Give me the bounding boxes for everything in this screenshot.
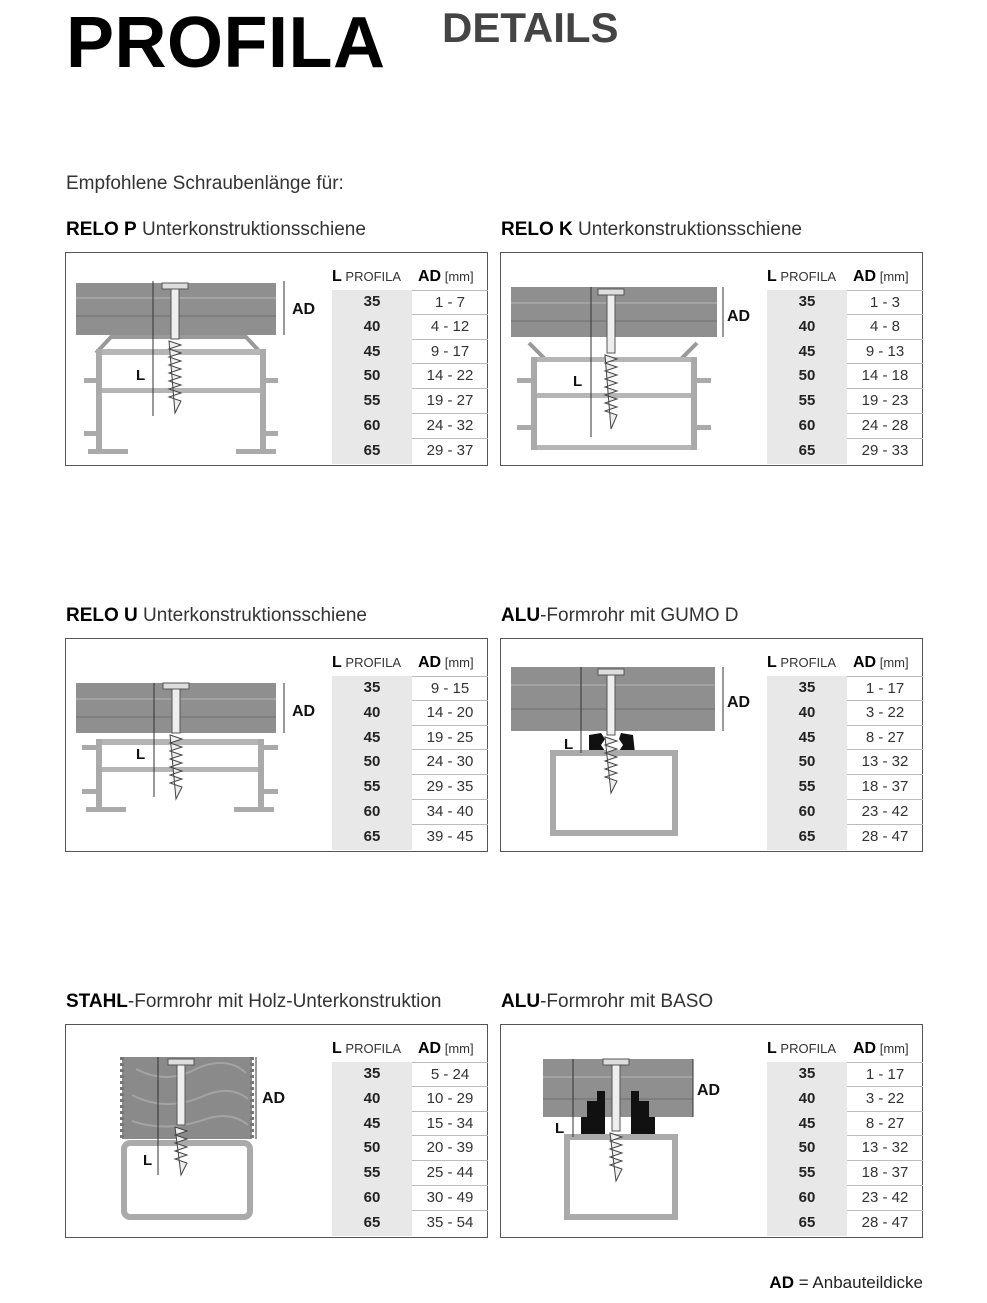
- l-cell: 55: [363, 1164, 381, 1182]
- l-column: [767, 1062, 847, 1236]
- l-cell: 35: [798, 293, 816, 310]
- relo-p-diagram: [66, 253, 366, 465]
- ad-label: AD: [292, 703, 316, 720]
- l-cell: 55: [798, 1164, 816, 1182]
- intro-text: Empfohlene Schraubenlänge für:: [66, 173, 344, 194]
- l-label: L: [143, 1152, 153, 1169]
- ad-cell: 9 - 13: [847, 340, 923, 365]
- l-cell: 65: [798, 441, 816, 459]
- ad-cell: 25 - 44: [412, 1161, 488, 1186]
- ad-cell: 15 - 34: [412, 1112, 488, 1137]
- l-cell: 50: [798, 753, 816, 771]
- footer-legend: AD = Anbauteildicke: [769, 1273, 923, 1292]
- l-cell: 60: [363, 416, 381, 434]
- ad-label: AD: [727, 308, 751, 325]
- l-cell: 65: [363, 827, 381, 845]
- alu-gumo-diagram: [501, 639, 801, 851]
- ad-cell: 39 - 45: [426, 827, 474, 845]
- ad-cell: 13 - 32: [847, 1136, 923, 1161]
- header-l: L PROFILA: [332, 1040, 402, 1057]
- ad-cell: 9 - 17: [412, 340, 488, 365]
- ad-cell: 3 - 22: [847, 701, 923, 726]
- ad-column: [847, 290, 923, 464]
- length-table: [332, 1040, 488, 1236]
- length-table: [767, 1040, 923, 1236]
- l-cell: 40: [363, 703, 381, 721]
- ad-cell: 1 - 17: [847, 676, 923, 701]
- l-label: L: [136, 746, 146, 763]
- ad-cell: 14 - 22: [412, 364, 488, 389]
- l-cell: 40: [798, 317, 816, 335]
- panel-title-relo-u: RELO U Unterkonstruktionsschiene: [66, 605, 367, 626]
- l-cell: 40: [798, 703, 816, 721]
- l-cell: 45: [363, 728, 381, 746]
- panel-title-stahl: STAHL-Formrohr mit Holz-Unterkonstruktion: [66, 991, 442, 1012]
- header-ad: AD [mm]: [853, 1040, 909, 1057]
- ad-cell: 19 - 23: [847, 389, 923, 414]
- l-cell: 50: [363, 753, 381, 771]
- ad-cell: 19 - 25: [412, 726, 488, 751]
- title-sub: DETAILS: [442, 4, 619, 51]
- ad-cell: 14 - 18: [847, 364, 923, 389]
- ad-cell: 9 - 15: [412, 676, 488, 701]
- l-label: L: [564, 736, 574, 753]
- header-l: L PROFILA: [767, 654, 837, 671]
- l-cell: 65: [363, 441, 381, 459]
- panel-title-alu-baso: ALU-Formrohr mit BASO: [501, 991, 714, 1012]
- ad-cell: 4 - 8: [847, 315, 923, 340]
- l-cell: 40: [363, 317, 381, 335]
- l-label: L: [555, 1120, 565, 1137]
- l-cell: 55: [798, 392, 816, 410]
- l-cell: 35: [363, 679, 381, 696]
- l-cell: 55: [798, 778, 816, 796]
- header-ad: AD [mm]: [853, 654, 909, 671]
- l-cell: 65: [798, 827, 816, 845]
- l-cell: 65: [363, 1213, 381, 1231]
- l-cell: 45: [798, 728, 816, 746]
- l-cell: 55: [363, 392, 381, 410]
- l-cell: 35: [363, 293, 381, 310]
- ad-cell: 35 - 54: [426, 1213, 474, 1231]
- ad-label: AD: [727, 694, 751, 711]
- l-cell: 60: [363, 1188, 381, 1206]
- ad-cell: 5 - 24: [412, 1062, 488, 1087]
- ad-cell: 1 - 17: [847, 1062, 923, 1087]
- panel-stahl: [65, 1024, 488, 1238]
- panel-title-relo-k: RELO K Unterkonstruktionsschiene: [501, 219, 802, 240]
- ad-cell: 18 - 37: [847, 1161, 923, 1186]
- l-cell: 40: [798, 1089, 816, 1107]
- l-cell: 45: [363, 342, 381, 360]
- header-ad: AD [mm]: [418, 1040, 474, 1057]
- l-label: L: [136, 367, 146, 384]
- ad-cell: 29 - 37: [426, 441, 474, 459]
- ad-column: [412, 290, 488, 464]
- panel-relo-k: [500, 252, 923, 466]
- header-ad: AD [mm]: [853, 268, 909, 285]
- title-main: PROFILA: [66, 3, 386, 83]
- ad-cell: 23 - 42: [847, 800, 923, 825]
- length-table: [767, 654, 923, 850]
- l-cell: 45: [798, 342, 816, 360]
- ad-cell: 20 - 39: [412, 1136, 488, 1161]
- panel-title-relo-p: RELO P Unterkonstruktionsschiene: [66, 219, 366, 240]
- l-column: [332, 290, 412, 464]
- length-table: [767, 268, 923, 464]
- l-cell: 45: [798, 1114, 816, 1132]
- l-cell: 50: [363, 1139, 381, 1157]
- l-column: [767, 290, 847, 464]
- header-l: L PROFILA: [767, 268, 837, 285]
- l-cell: 55: [363, 778, 381, 796]
- header-l: L PROFILA: [767, 1040, 837, 1057]
- header-ad: AD [mm]: [418, 654, 474, 671]
- ad-column: [412, 1062, 488, 1236]
- ad-cell: 24 - 28: [847, 414, 923, 439]
- panel-alu-baso: [500, 1024, 923, 1238]
- l-cell: 35: [798, 1065, 816, 1082]
- ad-cell: 1 - 7: [412, 290, 488, 315]
- panel-alu-gumo: [500, 638, 923, 852]
- ad-cell: 13 - 32: [847, 750, 923, 775]
- ad-cell: 29 - 35: [412, 775, 488, 800]
- l-cell: 60: [363, 802, 381, 820]
- l-cell: 45: [363, 1114, 381, 1132]
- l-cell: 50: [798, 1139, 816, 1157]
- ad-cell: 8 - 27: [847, 726, 923, 751]
- ad-label: AD: [292, 301, 316, 318]
- ad-label: AD: [697, 1082, 721, 1099]
- l-cell: 60: [798, 416, 816, 434]
- ad-cell: 28 - 47: [861, 827, 909, 845]
- ad-cell: 14 - 20: [412, 701, 488, 726]
- ad-cell: 30 - 49: [412, 1186, 488, 1211]
- relo-k-diagram: [501, 253, 801, 465]
- ad-cell: 24 - 30: [412, 750, 488, 775]
- ad-cell: 23 - 42: [847, 1186, 923, 1211]
- l-column: [332, 676, 412, 850]
- l-column: [332, 1062, 412, 1236]
- ad-label: AD: [262, 1090, 286, 1107]
- l-cell: 50: [363, 367, 381, 385]
- alu-baso-diagram: [501, 1025, 801, 1237]
- ad-column: [412, 676, 488, 850]
- ad-cell: 10 - 29: [412, 1087, 488, 1112]
- ad-cell: 34 - 40: [412, 800, 488, 825]
- length-table: [332, 268, 488, 464]
- ad-cell: 4 - 12: [412, 315, 488, 340]
- ad-cell: 3 - 22: [847, 1087, 923, 1112]
- panel-relo-u: [65, 638, 488, 852]
- ad-cell: 18 - 37: [847, 775, 923, 800]
- length-table: [332, 654, 488, 850]
- l-column: [767, 676, 847, 850]
- panel-title-alu-gumo: ALU-Formrohr mit GUMO D: [501, 605, 739, 626]
- ad-cell: 29 - 33: [861, 441, 909, 459]
- ad-cell: 19 - 27: [412, 389, 488, 414]
- l-cell: 65: [798, 1213, 816, 1231]
- ad-cell: 24 - 32: [412, 414, 488, 439]
- l-cell: 60: [798, 802, 816, 820]
- header-l: L PROFILA: [332, 654, 402, 671]
- header-ad: AD [mm]: [418, 268, 474, 285]
- l-cell: 35: [363, 1065, 381, 1082]
- panel-relo-p: [65, 252, 488, 466]
- ad-cell: 8 - 27: [847, 1112, 923, 1137]
- l-cell: 60: [798, 1188, 816, 1206]
- relo-u-diagram: [66, 639, 366, 851]
- ad-column: [847, 676, 923, 850]
- l-cell: 40: [363, 1089, 381, 1107]
- ad-column: [847, 1062, 923, 1236]
- l-cell: 35: [798, 679, 816, 696]
- l-label: L: [573, 373, 583, 390]
- stahl-diagram: [66, 1025, 366, 1237]
- ad-cell: 28 - 47: [861, 1213, 909, 1231]
- header-l: L PROFILA: [332, 268, 402, 285]
- ad-cell: 1 - 3: [847, 290, 923, 315]
- l-cell: 50: [798, 367, 816, 385]
